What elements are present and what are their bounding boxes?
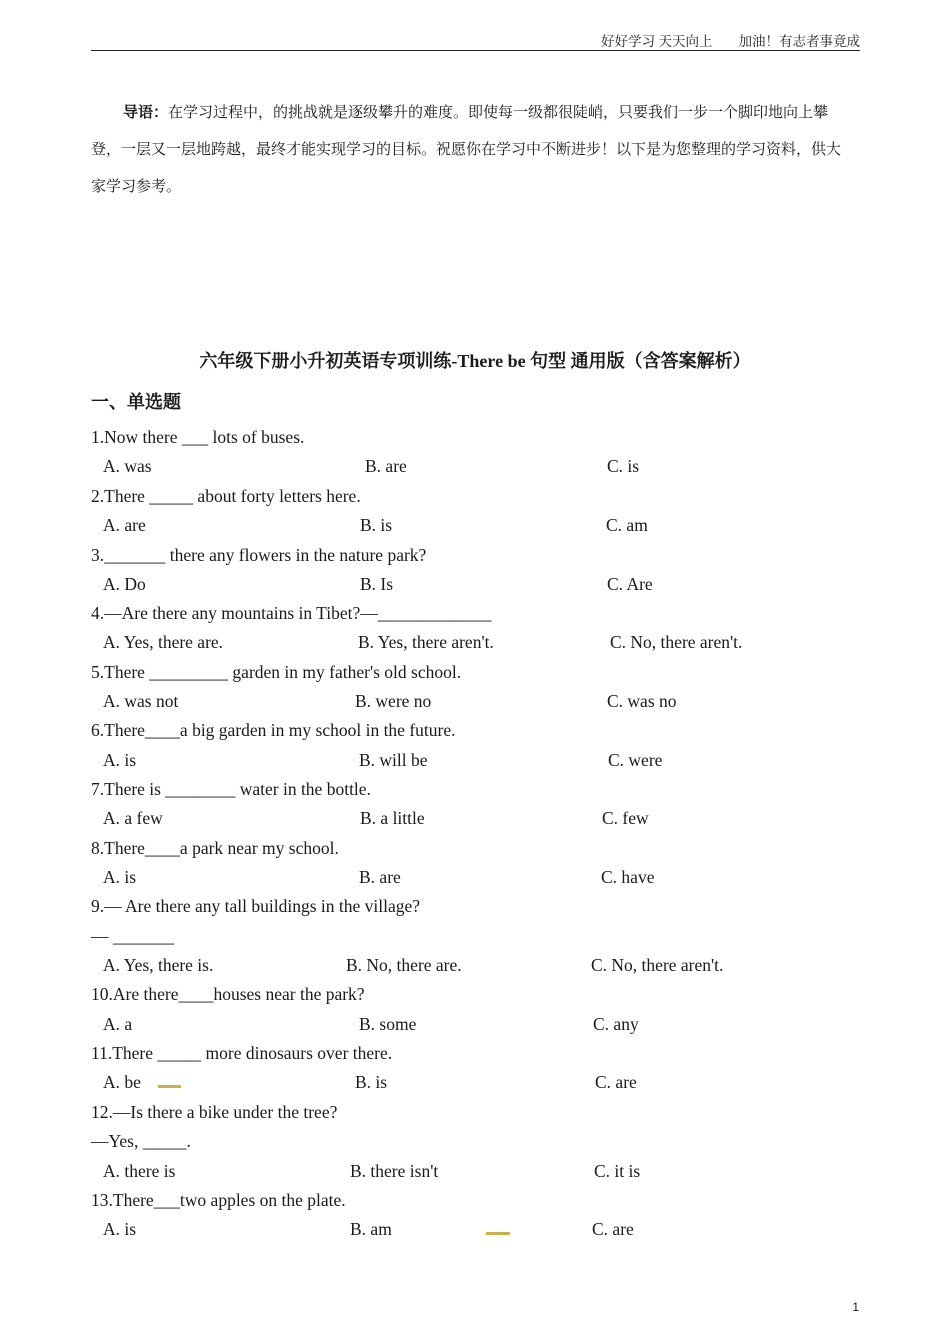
intro-lead: 导语： (123, 103, 169, 121)
document-title: 六年级下册小升初英语专项训练-There be 句型 通用版（含答案解析） (199, 351, 751, 371)
header-right-text: 加油！有志者事竟成 (738, 34, 860, 49)
q12-option-c: C. it is (594, 1161, 641, 1181)
question-2: 2.There _____ about forty letters here. (91, 486, 361, 506)
question-9-reply: — _______ (91, 926, 175, 946)
q7-option-a: A. a few (103, 808, 163, 828)
highlight-mark (158, 1085, 181, 1088)
q11-option-b: B. is (355, 1072, 388, 1092)
question-13: 13.There___two apples on the plate. (91, 1190, 346, 1210)
question-12: 12.—Is there a bike under the tree? (91, 1102, 338, 1122)
section-heading: 一、单选题 (91, 392, 181, 412)
q3-option-b: B. Is (360, 574, 394, 594)
q13-option-a: A. is (103, 1219, 137, 1239)
q5-option-c: C. was no (607, 691, 677, 711)
q9-option-c: C. No, there aren't. (591, 955, 724, 975)
q2-option-b: B. is (360, 515, 393, 535)
intro-paragraph (91, 94, 851, 205)
question-4: 4.—Are there any mountains in Tibet?—_____________ (91, 603, 492, 623)
header-left-text: 好好学习 天天向上 (601, 34, 713, 49)
q7-option-b: B. a little (360, 808, 425, 828)
q1-option-c: C. is (607, 456, 640, 476)
q7-option-c: C. few (602, 808, 649, 828)
page-header (91, 30, 860, 51)
question-9: 9.— Are there any tall buildings in the village? (91, 896, 421, 916)
q8-option-c: C. have (601, 867, 655, 887)
page-number: 1 (852, 1300, 859, 1314)
question-8: 8.There____a park near my school. (91, 838, 339, 858)
q10-option-a: A. a (103, 1014, 133, 1034)
q2-option-a: A. are (103, 515, 146, 535)
question-1: 1.Now there ___ lots of buses. (91, 427, 305, 447)
question-11: 11.There _____ more dinosaurs over there. (91, 1043, 393, 1063)
question-10: 10.Are there____houses near the park? (91, 984, 365, 1004)
q8-option-a: A. is (103, 867, 137, 887)
q3-option-c: C. Are (607, 574, 653, 594)
question-7: 7.There is ________ water in the bottle. (91, 779, 371, 799)
question-5: 5.There _________ garden in my father's old school. (91, 662, 462, 682)
q4-option-a: A. Yes, there are. (103, 632, 224, 652)
q10-option-c: C. any (593, 1014, 639, 1034)
q12-option-a: A. there is (103, 1161, 176, 1181)
q6-option-c: C. were (608, 750, 663, 770)
q6-option-a: A. is (103, 750, 137, 770)
q6-option-b: B. will be (359, 750, 428, 770)
q13-option-c: C. are (592, 1219, 634, 1239)
q8-option-b: B. are (359, 867, 401, 887)
q9-option-a: A. Yes, there is. (103, 955, 214, 975)
q5-option-a: A. was not (103, 691, 179, 711)
intro-text: 在学习过程中，的挑战就是逐级攀升的难度。即使每一级都很陡峭，只要我们一步一个脚印地向上攀登，一层又一层地跨越，最终才能实现学习的目标。祝愿你在学习中不断进步！以下是为您整理的学习资料，供大家学习参考。 (91, 103, 842, 195)
q11-option-a: A. be (103, 1072, 141, 1092)
q2-option-c: C. am (606, 515, 648, 535)
q13-option-b: B. am (350, 1219, 392, 1239)
q1-option-a: A. was (103, 456, 152, 476)
q12-option-b: B. there isn't (350, 1161, 439, 1181)
q5-option-b: B. were no (355, 691, 432, 711)
q4-option-c: C. No, there aren't. (610, 632, 743, 652)
highlight-mark (486, 1232, 510, 1235)
question-12-reply: —Yes, _____. (91, 1131, 191, 1151)
question-3: 3._______ there any flowers in the nature park? (91, 545, 427, 565)
q9-option-b: B. No, there are. (346, 955, 462, 975)
q1-option-b: B. are (365, 456, 407, 476)
question-6: 6.There____a big garden in my school in the future. (91, 720, 456, 740)
q4-option-b: B. Yes, there aren't. (358, 632, 494, 652)
q3-option-a: A. Do (103, 574, 146, 594)
q10-option-b: B. some (359, 1014, 417, 1034)
q11-option-c: C. are (595, 1072, 637, 1092)
